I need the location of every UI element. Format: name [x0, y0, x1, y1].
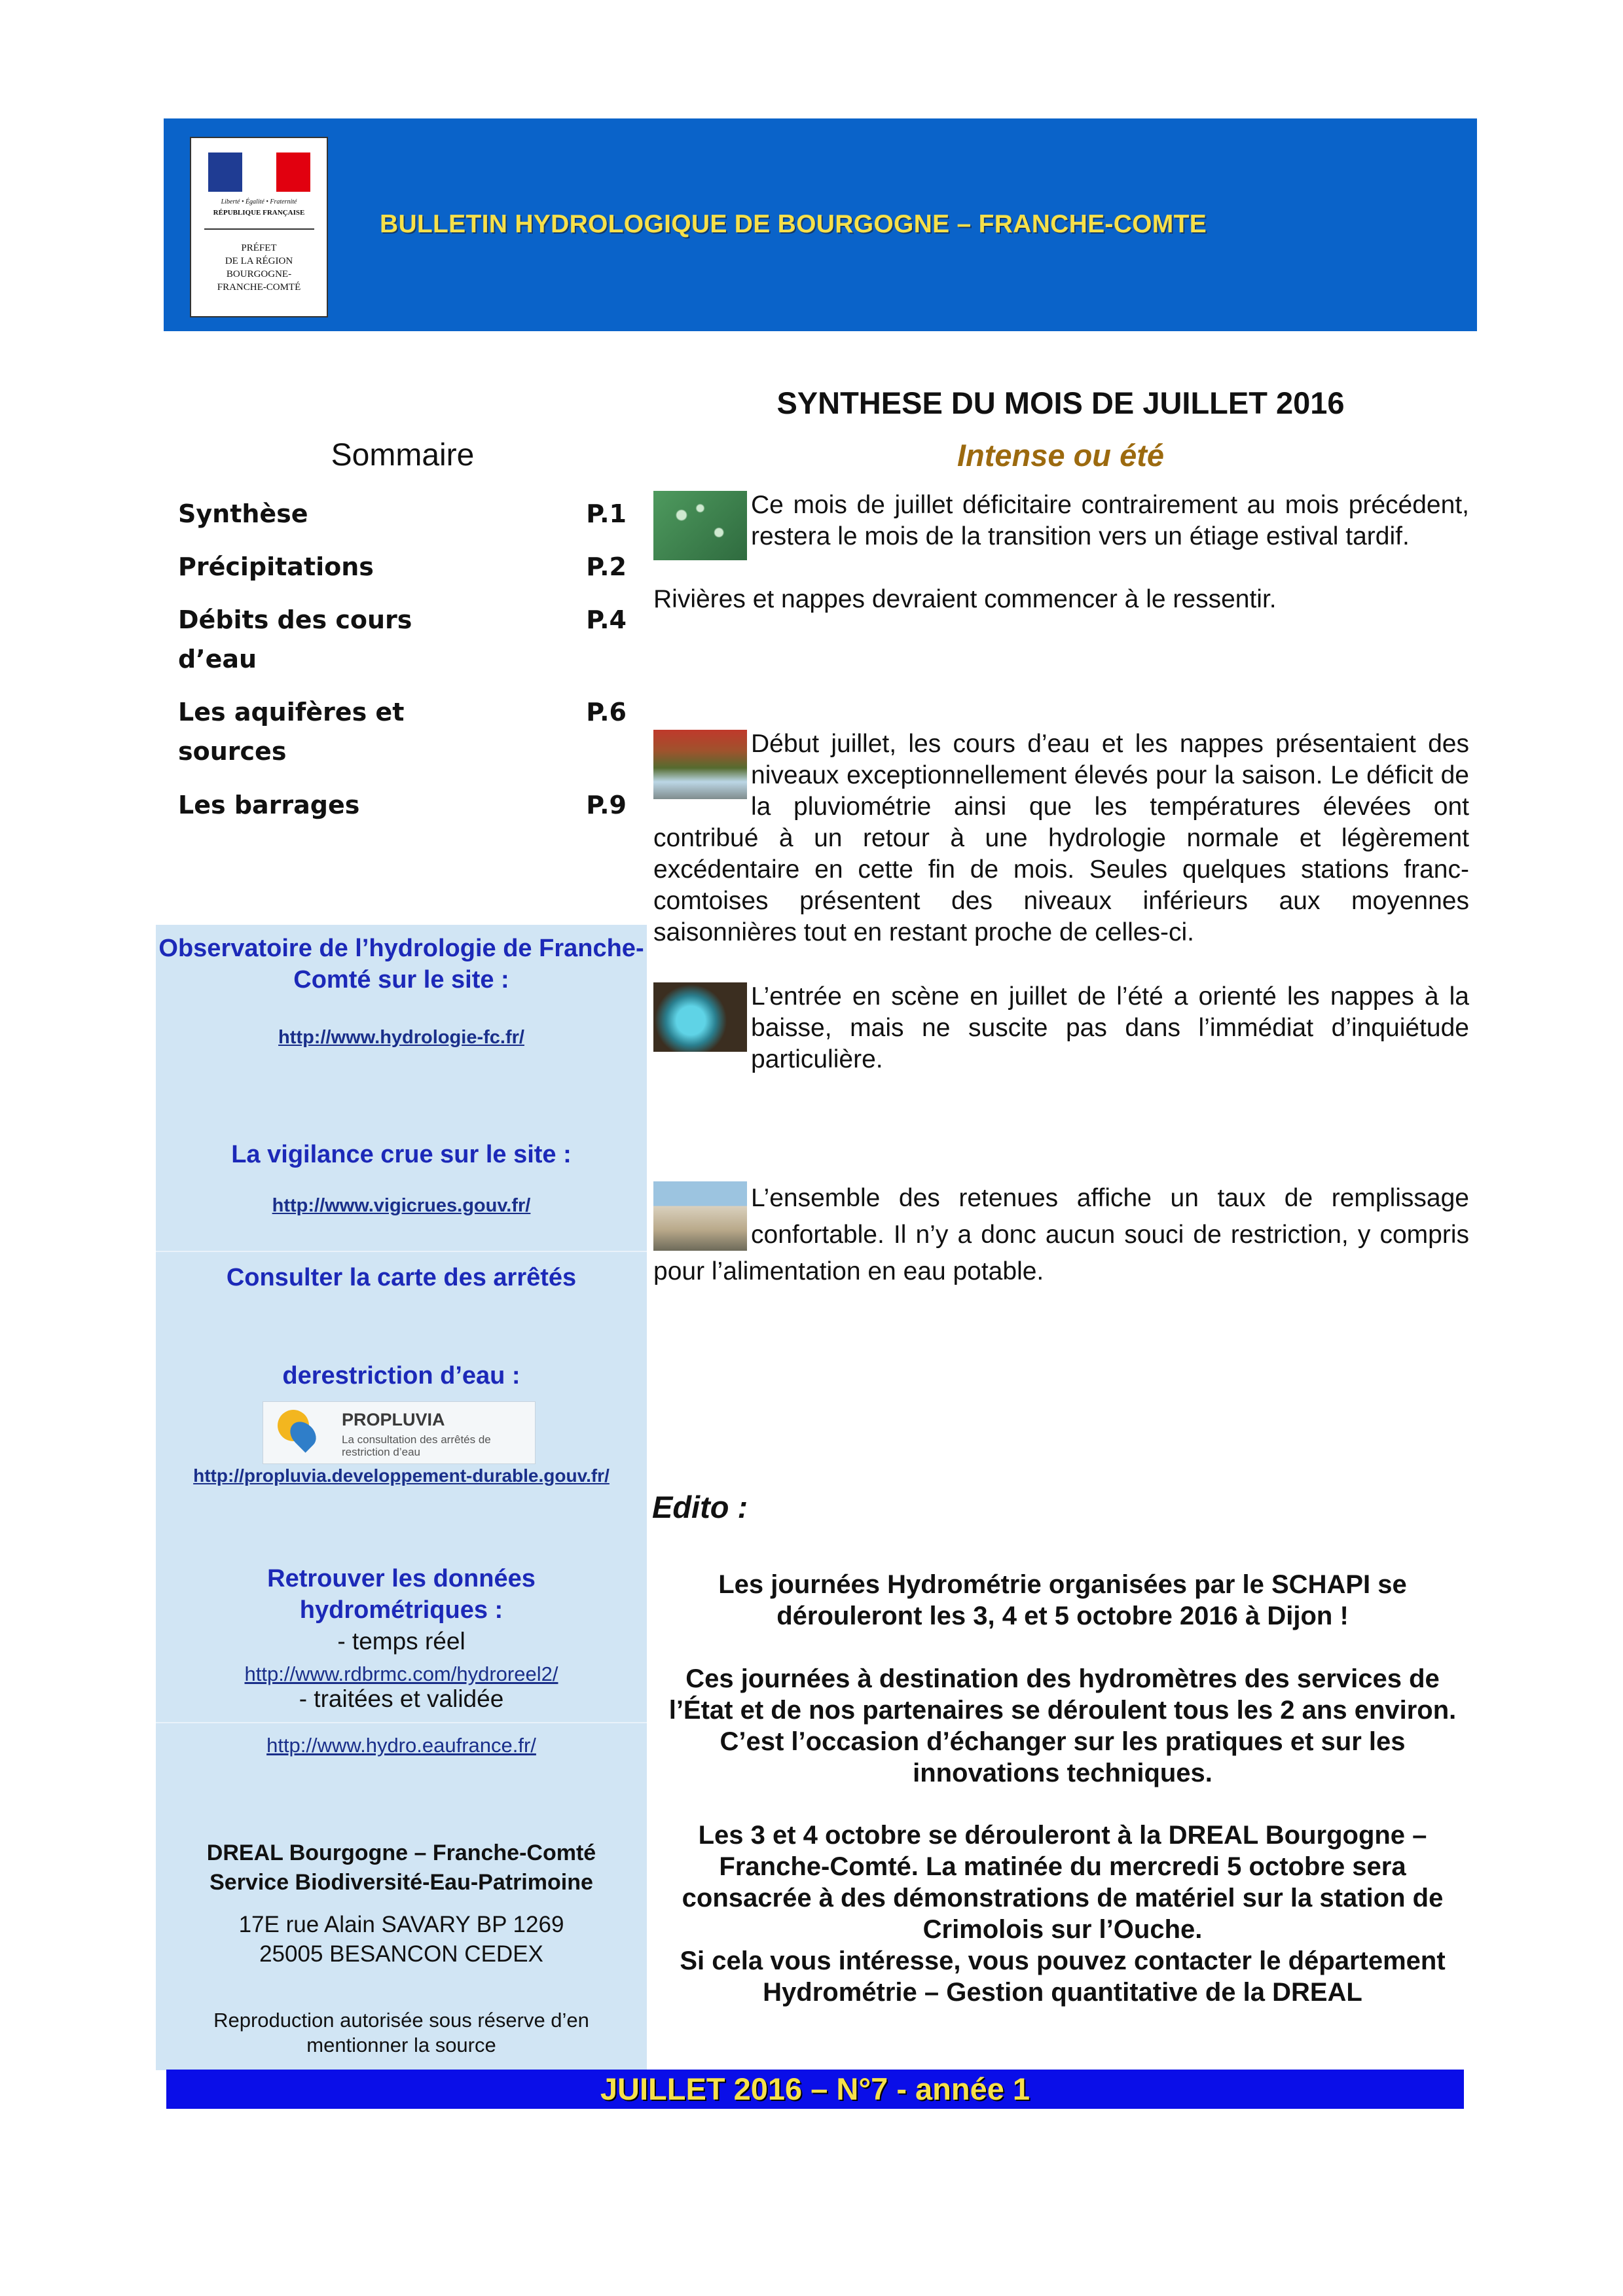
synthese-title: SYNTHESE DU MOIS DE JUILLET 2016: [776, 386, 1345, 420]
temps-reel-link[interactable]: http://www.rdbrmc.com/hydroreel2/: [244, 1662, 558, 1685]
synthese-paragraph-4: [653, 1180, 1469, 1290]
address-line-1: 17E rue Alain SAVARY BP 1269: [238, 1912, 564, 1937]
synthese-text-3: L’entrée en scène en juillet de l’été a orienté les nappes à la baisse, mais ne suscite pas dans l’immédiat d’inquiétude particulière.: [751, 982, 1469, 1073]
toc-label: Débits des cours d’eau: [178, 605, 412, 673]
marianne-flag-icon: [208, 152, 310, 192]
toc-item[interactable]: [178, 692, 627, 771]
edito-title: Edito :: [652, 1490, 748, 1524]
reproduction-note: Reproduction autorisée sous réserve d’en mentionner la source: [213, 2009, 589, 2056]
river-image: [653, 730, 747, 799]
synthese-paragraph-1: [653, 490, 1469, 562]
sommaire-title: Sommaire: [331, 438, 475, 473]
observatoire-link[interactable]: http://www.hydrologie-fc.fr/: [278, 1027, 524, 1048]
water-drops-image: [653, 491, 747, 560]
header-banner: [164, 118, 1477, 331]
propluvia-subtitle: La consultation des arrêtés de restriction d’eau: [342, 1433, 491, 1458]
info-sidebar: [156, 925, 647, 2070]
cave-spring-image: [653, 982, 747, 1052]
toc-page: P.4: [586, 605, 627, 634]
toc-page: P.9: [586, 791, 627, 819]
separator: [156, 1722, 647, 1723]
traitees-label: - traitées et validée: [299, 1685, 504, 1712]
toc-item[interactable]: [178, 600, 627, 679]
synthese-paragraph-1b: Rivières et nappes devraient commencer à le ressentir.: [653, 585, 1277, 613]
issue-footer: [166, 2070, 1464, 2109]
separator: [156, 1251, 647, 1252]
vigilance-heading: La vigilance crue sur le site :: [231, 1141, 572, 1168]
propluvia-link[interactable]: http://propluvia.developpement-durable.gouv.fr/: [193, 1465, 610, 1486]
dreal-service: Service Biodiversité-Eau-Patrimoine: [210, 1870, 593, 1895]
dreal-name: DREAL Bourgogne – Franche-Comté: [206, 1840, 596, 1865]
toc-page: P.6: [586, 698, 627, 726]
edito-paragraph-4: Si cela vous intéresse, vous pouvez contacter le département Hydrométrie – Gestion quantitative de la DREAL: [680, 1946, 1446, 2007]
logo-divider: [204, 228, 314, 230]
propluvia-name: PROPLUVIA: [342, 1410, 445, 1429]
toc-item[interactable]: [178, 547, 627, 586]
edito-paragraph-1: Les journées Hydrométrie organisées par le SCHAPI se dérouleront les 3, 4 et 5 octobre 2016 à Dijon !: [718, 1570, 1407, 1630]
prefecture-logo: [190, 137, 328, 317]
toc-label: Les barrages: [178, 791, 360, 819]
dam-image: [653, 1181, 747, 1251]
synthese-text-2: Début juillet, les cours d’eau et les nappes présentaient des niveaux exceptionnellement élevés pour la saison. Le déficit de la pluviométrie ainsi que les températures élevées ont contribué à un retour à une hydrologie normale et légèrement excédentaire en cette fin de mois. Seules quelques stations franc-comtoises présentent des niveaux inférieurs aux moyennes saisonnières tout en restant proche de celles-ci.: [653, 730, 1469, 946]
edito-paragraph-2: Ces journées à destination des hydromètres des services de l’État et de nos partenaires se déroulent tous les 2 ans environ. C’est l’occasion d’échanger sur les pratiques et sur les innovations techniques.: [668, 1664, 1457, 1787]
synthese-paragraph-3: [653, 981, 1469, 1075]
address-line-2: 25005 BESANCON CEDEX: [259, 1941, 543, 1967]
toc-label: Synthèse: [178, 499, 308, 528]
edito-paragraph-3: Les 3 et 4 octobre se dérouleront à la DREAL Bourgogne – Franche-Comté. La matinée du mercredi 5 octobre sera consacrée à des démonstrations de matériel sur la station de Crimolois sur l’Ouche.: [682, 1821, 1444, 1944]
carte-heading: Consulter la carte des arrêtés: [226, 1264, 577, 1291]
bulletin-title: BULLETIN HYDROLOGIQUE DE BOURGOGNE – FRANCHE-COMTE: [380, 210, 1207, 238]
observatoire-heading: Observatoire de l’hydrologie de Franche-Comté sur le site :: [158, 935, 644, 994]
vigilance-link[interactable]: http://www.vigicrues.gouv.fr/: [272, 1195, 531, 1216]
toc-item[interactable]: [178, 785, 627, 825]
synthese-text-4: L’ensemble des retenues affiche un taux de remplissage confortable. Il n’y a donc aucun souci de restriction, y compris pour l’alimentation en eau potable.: [653, 1184, 1469, 1285]
traitees-link[interactable]: http://www.hydro.eaufrance.fr/: [266, 1734, 536, 1757]
synthese-subtitle: Intense ou été: [957, 438, 1164, 473]
synthese-text-1: Ce mois de juillet déficitaire contrairement au mois précédent, restera le mois de la transition vers un étiage estival tardif.: [751, 491, 1469, 550]
toc-label: Les aquifères et sources: [178, 698, 405, 766]
temps-reel-label: - temps réel: [337, 1628, 465, 1655]
issue-label: JUILLET 2016 – N°7 - année 1: [600, 2072, 1030, 2106]
carte-heading-2: derestriction d’eau :: [282, 1362, 520, 1390]
logo-prefet: PRÉFET DE LA RÉGION BOURGOGNE- FRANCHE-COMTÉ: [217, 243, 301, 293]
retrouver-heading: Retrouver les données hydrométriques :: [267, 1565, 536, 1624]
synthese-paragraph-2: [653, 728, 1469, 948]
toc-page: P.1: [586, 499, 627, 528]
toc-item[interactable]: [178, 494, 627, 533]
toc-page: P.2: [586, 552, 627, 581]
logo-motto: Liberté • Égalité • Fraternité: [221, 198, 297, 206]
logo-republic: RÉPUBLIQUE FRANÇAISE: [213, 209, 305, 217]
toc-label: Précipitations: [178, 552, 374, 581]
propluvia-banner[interactable]: [263, 1401, 536, 1464]
